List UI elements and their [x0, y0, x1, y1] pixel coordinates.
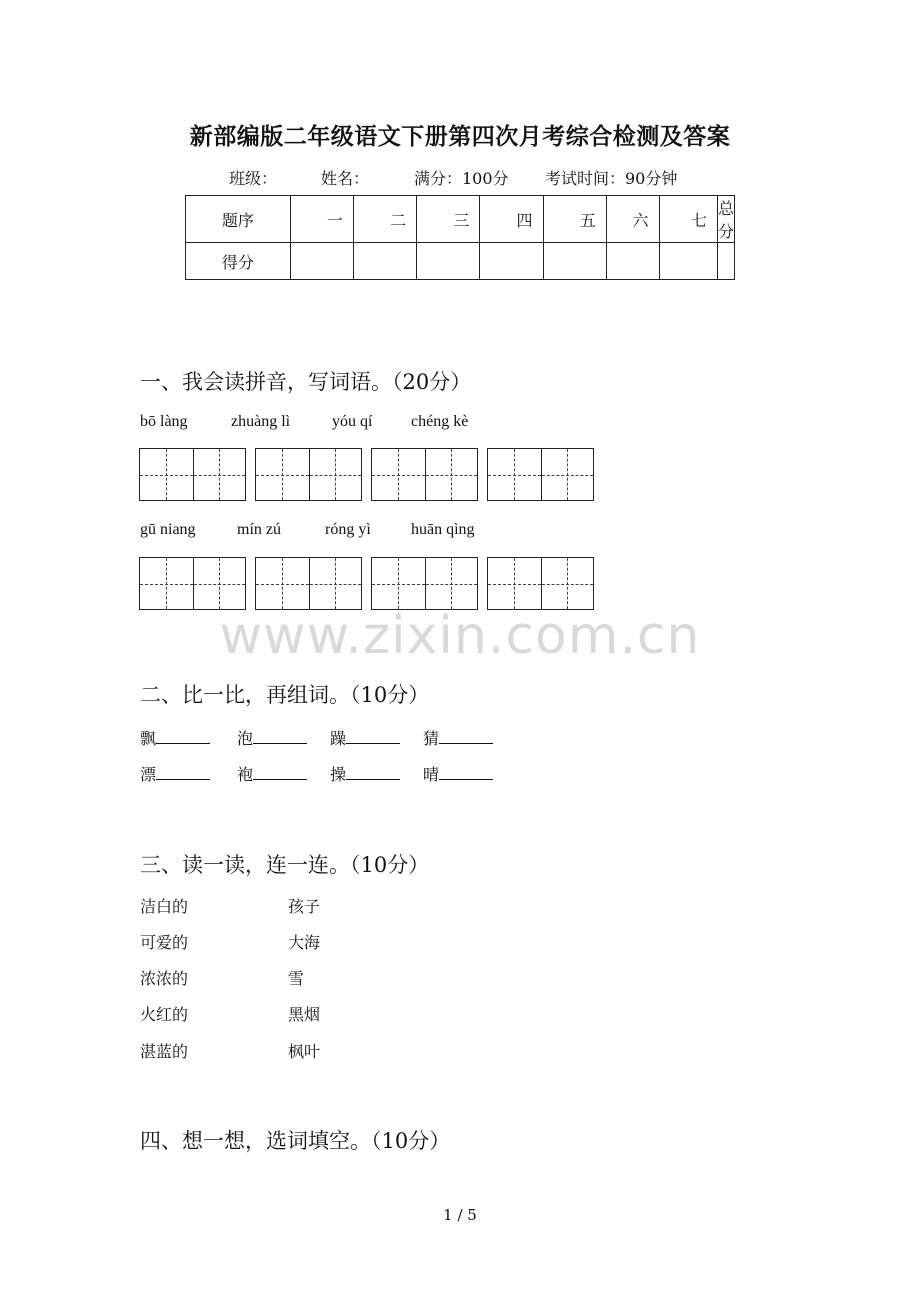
- score-cell[interactable]: [606, 243, 659, 280]
- pinyin-label: róng yì: [325, 521, 371, 538]
- header-cell: 七: [659, 196, 717, 243]
- score-table-score-row: [186, 243, 735, 280]
- answer-blank[interactable]: [156, 765, 210, 780]
- match-right-item[interactable]: 雪: [288, 969, 305, 988]
- pinyin-label: chéng kè: [411, 413, 469, 430]
- char-label: 泡: [237, 729, 254, 748]
- document-title: 新部编版二年级语文下册第四次月考综合检测及答案: [189, 123, 731, 150]
- header-cell: 一: [290, 196, 353, 243]
- name-label: 姓名：: [321, 169, 370, 188]
- writing-grid[interactable]: [139, 448, 246, 501]
- answer-blank[interactable]: [253, 765, 307, 780]
- char-label: 操: [330, 765, 347, 784]
- full-score-label: 满分：100分: [414, 169, 509, 188]
- header-cell: 二: [353, 196, 416, 243]
- score-cell[interactable]: [717, 243, 734, 280]
- match-left-item[interactable]: 湛蓝的: [140, 1042, 189, 1061]
- page-number: 1 / 5: [443, 1206, 477, 1224]
- section-2-heading: 二、比一比，再组词。（10分）: [140, 683, 430, 707]
- header-cell: 四: [480, 196, 543, 243]
- header-cell: 三: [417, 196, 480, 243]
- char-label: 飘: [140, 729, 157, 748]
- section-3-heading: 三、读一读，连一连。（10分）: [140, 853, 430, 877]
- match-left-item[interactable]: 火红的: [140, 1005, 189, 1024]
- writing-grid[interactable]: [139, 557, 246, 610]
- answer-blank[interactable]: [346, 765, 400, 780]
- compare-item: [330, 762, 400, 785]
- score-cell[interactable]: [290, 243, 353, 280]
- match-right-item[interactable]: 大海: [288, 933, 321, 952]
- writing-grid[interactable]: [371, 448, 478, 501]
- compare-item: [237, 726, 307, 749]
- match-left-item[interactable]: 可爱的: [140, 933, 189, 952]
- compare-item: [140, 726, 210, 749]
- compare-item: [237, 762, 307, 785]
- writing-grid[interactable]: [255, 448, 362, 501]
- compare-item: [423, 726, 493, 749]
- answer-blank[interactable]: [156, 729, 210, 744]
- header-cell: 总分: [717, 196, 734, 243]
- char-label: 晴: [423, 765, 440, 784]
- pinyin-label: yóu qí: [332, 413, 373, 430]
- pinyin-label: huān qìng: [411, 521, 475, 538]
- pinyin-label: zhuàng lì: [231, 413, 291, 430]
- score-cell[interactable]: [543, 243, 606, 280]
- section-4-heading: 四、想一想，选词填空。（10分）: [140, 1129, 451, 1153]
- header-cell: 题序: [186, 196, 291, 243]
- score-cell[interactable]: [353, 243, 416, 280]
- match-right-item[interactable]: 孩子: [288, 897, 321, 916]
- writing-grid[interactable]: [255, 557, 362, 610]
- class-label: 班级：: [229, 169, 278, 188]
- compare-item: [330, 726, 400, 749]
- match-right-item[interactable]: 黑烟: [288, 1005, 321, 1024]
- match-left-item[interactable]: 浓浓的: [140, 969, 189, 988]
- writing-grid[interactable]: [371, 557, 478, 610]
- pinyin-label: mín zú: [237, 521, 281, 538]
- writing-grid[interactable]: [487, 448, 594, 501]
- answer-blank[interactable]: [439, 729, 493, 744]
- exam-time-label: 考试时间：90分钟: [545, 169, 678, 188]
- score-cell[interactable]: [417, 243, 480, 280]
- header-cell: 五: [543, 196, 606, 243]
- header-cell: 六: [606, 196, 659, 243]
- char-label: 猜: [423, 729, 440, 748]
- answer-blank[interactable]: [346, 729, 400, 744]
- score-cell[interactable]: [659, 243, 717, 280]
- row-label-cell: 得分: [186, 243, 291, 280]
- compare-item: [423, 762, 493, 785]
- pinyin-label: gū niang: [140, 521, 196, 538]
- char-label: 袍: [237, 765, 254, 784]
- score-table: [185, 195, 735, 280]
- compare-item: [140, 762, 210, 785]
- char-label: 漂: [140, 765, 157, 784]
- answer-blank[interactable]: [253, 729, 307, 744]
- answer-blank[interactable]: [439, 765, 493, 780]
- section-1-heading: 一、我会读拼音，写词语。（20分）: [140, 370, 472, 394]
- writing-grid[interactable]: [487, 557, 594, 610]
- watermark: www.zixin.com.cn: [219, 606, 701, 666]
- pinyin-label: bō làng: [140, 413, 188, 430]
- match-right-item[interactable]: 枫叶: [288, 1042, 321, 1061]
- char-label: 躁: [330, 729, 347, 748]
- score-table-header-row: [186, 196, 735, 243]
- score-cell[interactable]: [480, 243, 543, 280]
- match-left-item[interactable]: 洁白的: [140, 897, 189, 916]
